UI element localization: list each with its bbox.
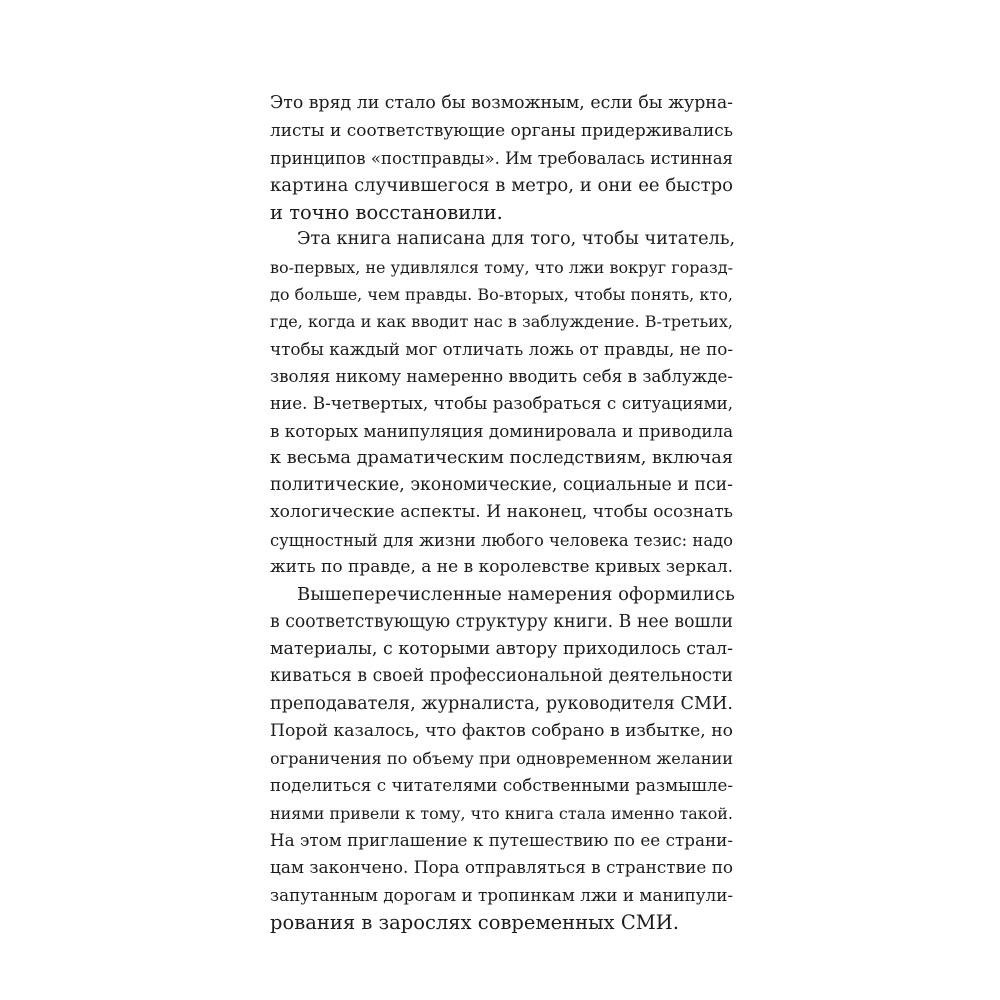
text-line: поделиться с читателями собственными размышле- [270,775,733,796]
text-line: Вышеперечисленные намерения оформились [297,584,735,606]
text-line: сущностный для жизни любого человека тезис: надо [270,530,733,550]
text-line: Порой казалось, что фактов собрано в избытке, но [270,720,733,741]
text-line: материалы, с которыми автору приходилось стал- [270,638,733,659]
paragraph-2 [270,226,736,581]
text-line: Эта книга написана для того, чтобы читатель, [297,229,736,250]
text-line: и точно восстановили. [270,201,503,225]
text-line: ниями привели к тому, что книга стала именно такой. [270,803,733,823]
text-line: киваться в своей профессиональной деятельности [270,666,733,687]
paragraph-1 [270,90,733,226]
text-line: во-первых, не удивлялся тому, что лжи вокруг горазд- [270,257,733,277]
text-column [270,90,736,936]
text-line: чтобы каждый мог отличать ложь от правды, не по- [270,338,733,359]
text-line: На этом приглашение к путешествию по ее страни- [270,830,733,851]
text-line: ние. В-четвертых, чтобы разобраться с ситуациями, [270,393,733,414]
text-line: жить по правде, а не в королевстве кривых зеркал. [270,557,734,578]
text-line: до больше, чем правды. Во-вторых, чтобы понять, кто, [270,285,733,305]
text-line: политические, экономические, социальные и пси- [270,475,733,496]
text-line: картина случившегося в метро, и они ее быстро [270,174,733,196]
text-line: листы и соответствующие органы придерживались [270,120,733,141]
text-line: принципов «постправды». Им требовалась истинная [270,148,733,168]
text-line: хологические аспекты. И наконец, чтобы осознать [270,502,733,523]
text-line: ограничения по объему при одновременном желании [270,749,733,769]
text-line: к весьма драматическим последствиям, включая [270,447,733,468]
text-line: Это вряд ли стало бы возможным, если бы журна- [270,93,733,113]
text-line: запутанным дорогам и тропинкам лжи и манипули- [270,884,733,905]
text-line: рования в зарослях современных СМИ. [270,910,679,934]
text-line: цам закончено. Пора отправляться в странствие по [270,857,734,878]
text-line: зволяя никому намеренно вводить себя в заблужде- [270,365,733,386]
text-line: в соответствующую структуру книги. В нее вошли [270,611,733,632]
paragraph-3 [270,581,733,936]
text-line: преподавателя, журналиста, руководителя СМИ. [270,693,733,714]
text-line: где, когда и как вводит нас в заблуждение. В-третьих, [270,312,733,332]
text-line: в которых манипуляция доминировала и приводила [270,420,734,441]
